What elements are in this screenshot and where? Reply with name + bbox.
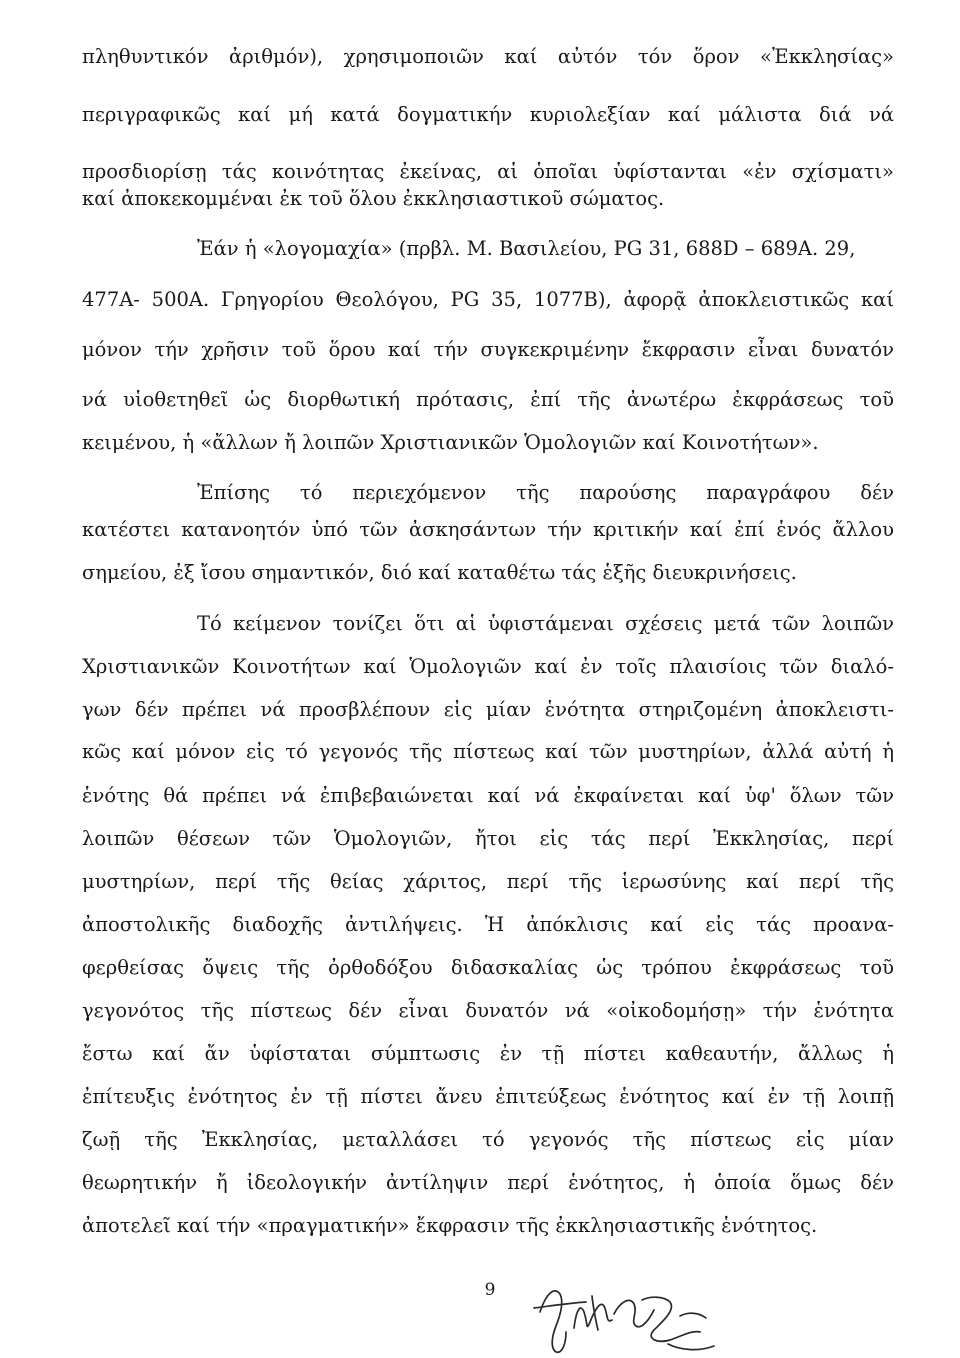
text-line: κῶς καί μόνον εἰς τό γεγονός τῆς πίστεως καί τῶν μυστηρίων, ἀλλά αὐτή ἡ	[82, 740, 894, 763]
text-line: γων δέν πρέπει νά προσβλέπουν εἰς μίαν ἑνότητα στηριζομένη ἀποκλειστι-	[82, 698, 894, 721]
text-line: κειμένου, ἡ «ἄλλων ἤ λοιπῶν Χριστιανικῶν Ὁμολογιῶν καί Κοινοτήτων».	[82, 431, 819, 454]
text-line: λοιπῶν θέσεων τῶν Ὁμολογιῶν, ἤτοι εἰς τάς περί Ἐκκλησίας, περί	[82, 827, 894, 850]
text-line: γεγονότος τῆς πίστεως δέν εἶναι δυνατόν νά «οἰκοδομήσῃ» τήν ἑνότητα	[82, 999, 894, 1022]
handwritten-signature	[530, 1272, 730, 1356]
text-line: καί ἀποκεκομμέναι ἐκ τοῦ ὅλου ἐκκλησιαστικοῦ σώματος.	[82, 187, 665, 210]
paragraph-first-line: Ἐπίσης τό περιεχόμενον τῆς παρούσης παραγράφου δέν	[197, 481, 894, 504]
text-line: Χριστιανικῶν Κοινοτήτων καί Ὁμολογιῶν καί ἐν τοῖς πλαισίοις τῶν διαλό-	[82, 655, 894, 678]
text-line: ἔστω καί ἄν ὑφίσταται σύμπτωσις ἐν τῇ πίστει καθεαυτήν, ἄλλως ἡ	[82, 1042, 894, 1065]
text-line: προσδιορίσῃ τάς κοινότητας ἐκείνας, αἱ ὁποῖαι ὑφίστανται «ἐν σχίσματι»	[82, 160, 894, 183]
text-line: σημείου, ἐξ ἴσου σημαντικόν, διό καί καταθέτω τάς ἑξῆς διευκρινήσεις.	[82, 561, 797, 584]
text-line: περιγραφικῶς καί μή κατά δογματικήν κυριολεξίαν καί μάλιστα διά νά	[82, 103, 894, 126]
text-line: μυστηρίων, περί τῆς θείας χάριτος, περί τῆς ἱερωσύνης καί περί τῆς	[82, 870, 894, 893]
text-line: 477A- 500A. Γρηγορίου Θεολόγου, PG 35, 1077B), ἀφορᾷ ἀποκλειστικῶς καί	[82, 288, 894, 311]
text-line: νά υἱοθετηθεῖ ὡς διορθωτική πρότασις, ἐπί τῆς ἀνωτέρω ἐκφράσεως τοῦ	[82, 388, 894, 411]
text-line: μόνον τήν χρῆσιν τοῦ ὅρου καί τήν συγκεκριμένην ἔκφρασιν εἶναι δυνατόν	[82, 338, 894, 361]
text-line: ἀποτελεῖ καί τήν «πραγματικήν» ἔκφρασιν τῆς ἐκκλησιαστικῆς ἑνότητος.	[82, 1214, 818, 1237]
paragraph-first-line: Τό κείμενον τονίζει ὅτι αἱ ὑφιστάμεναι σχέσεις μετά τῶν λοιπῶν	[197, 612, 894, 635]
text-line: πληθυντικόν ἀριθμόν), χρησιμοποιῶν καί αὐτόν τόν ὅρον «Ἐκκλησίας»	[82, 45, 894, 68]
text-line: ἐπίτευξις ἑνότητος ἐν τῇ πίστει ἄνευ ἐπιτεύξεως ἑνότητος καί ἐν τῇ λοιπῇ	[82, 1085, 894, 1108]
text-line: φερθείσας ὄψεις τῆς ὀρθοδόξου διδασκαλίας ὡς τρόπου ἐκφράσεως τοῦ	[82, 956, 894, 979]
text-line: ζωῇ τῆς Ἐκκλησίας, μεταλλάσει τό γεγονός τῆς πίστεως εἰς μίαν	[82, 1128, 894, 1151]
text-line: κατέστει κατανοητόν ὑπό τῶν ἀσκησάντων τήν κριτικήν καί ἐπί ἑνός ἄλλου	[82, 518, 894, 541]
text-line: θεωρητικήν ἤ ἰδεολογικήν ἀντίληψιν περί ἑνότητος, ἡ ὁποία ὅμως δέν	[82, 1171, 894, 1194]
text-line: ἀποστολικῆς διαδοχῆς ἀντιλήψεις. Ἡ ἀπόκλισις καί εἰς τάς προανα-	[82, 913, 894, 936]
text-line: ἑνότης θά πρέπει νά ἐπιβεβαιώνεται καί νά ἐκφαίνεται καί ὑφ' ὅλων τῶν	[82, 784, 894, 807]
page-number: 9	[484, 1280, 496, 1300]
paragraph-first-line: Ἐάν ἡ «λογομαχία» (πρβλ. Μ. Βασιλείου, PG 31, 688D – 689A. 29,	[197, 237, 856, 260]
